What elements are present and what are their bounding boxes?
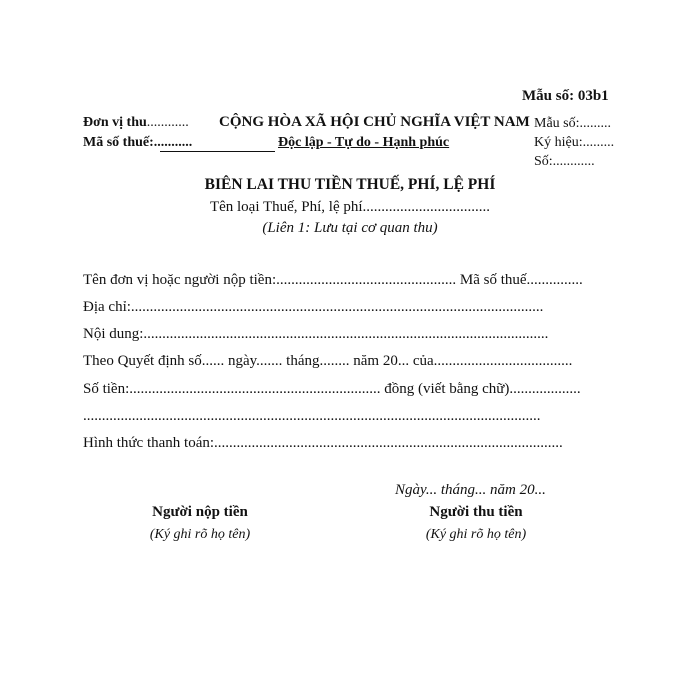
form-number: Mẫu số: 03b1 bbox=[522, 88, 609, 104]
tax-code-text: Mã số thuế: bbox=[83, 135, 154, 150]
document-title: BIÊN LAI THU TIỀN THUẾ, PHÍ, LỆ PHÍ bbox=[204, 176, 496, 193]
country-motto: Độc lập - Tự do - Hạnh phúc bbox=[278, 135, 450, 150]
address-field: Địa chỉ:.............................................................................................................. bbox=[83, 299, 544, 315]
unit-label bbox=[83, 115, 189, 131]
copy-note: (Liên 1: Lưu tại cơ quan thu) bbox=[262, 220, 438, 236]
tax-code-label bbox=[83, 135, 192, 151]
unit-text: Đơn vị thu bbox=[83, 115, 147, 130]
decision-field: Theo Quyết định số...... ngày....... tháng........ năm 20... của..................................... bbox=[83, 353, 573, 369]
header-underline bbox=[160, 151, 275, 152]
unit-dots: ............ bbox=[146, 115, 189, 130]
right-symbol-field: Ký hiệu:......... bbox=[534, 135, 615, 150]
right-form-field: Mẫu số:......... bbox=[534, 116, 611, 131]
tax-code-dots: ........... bbox=[153, 135, 193, 150]
continuation-line: .......................................................................................................................... bbox=[83, 408, 541, 424]
date-line: Ngày... tháng... năm 20... bbox=[395, 482, 546, 498]
payer-signature-note: (Ký ghi rõ họ tên) bbox=[149, 527, 251, 542]
payment-method-field: Hình thức thanh toán:............................................................................................. bbox=[83, 435, 563, 451]
content-field: Nội dung:............................................................................................................ bbox=[83, 326, 549, 342]
country-name: CỘNG HÒA XÃ HỘI CHỦ NGHĨA VIỆT NAM bbox=[219, 114, 530, 130]
fee-type-line: Tên loại Thuế, Phí, lệ phí.................................. bbox=[209, 199, 491, 215]
payer-signature-title: Người nộp tiền bbox=[152, 504, 248, 520]
collector-signature-title: Người thu tiền bbox=[429, 504, 523, 520]
right-number-field: Số:............ bbox=[534, 154, 595, 169]
collector-signature-note: (Ký ghi rõ họ tên) bbox=[425, 527, 527, 542]
payer-field: Tên đơn vị hoặc người nộp tiền:................................................ Mã số thuế............... bbox=[83, 272, 583, 288]
amount-field: Số tiền:................................................................... đồng (viết bằng chữ)................... bbox=[83, 381, 581, 397]
